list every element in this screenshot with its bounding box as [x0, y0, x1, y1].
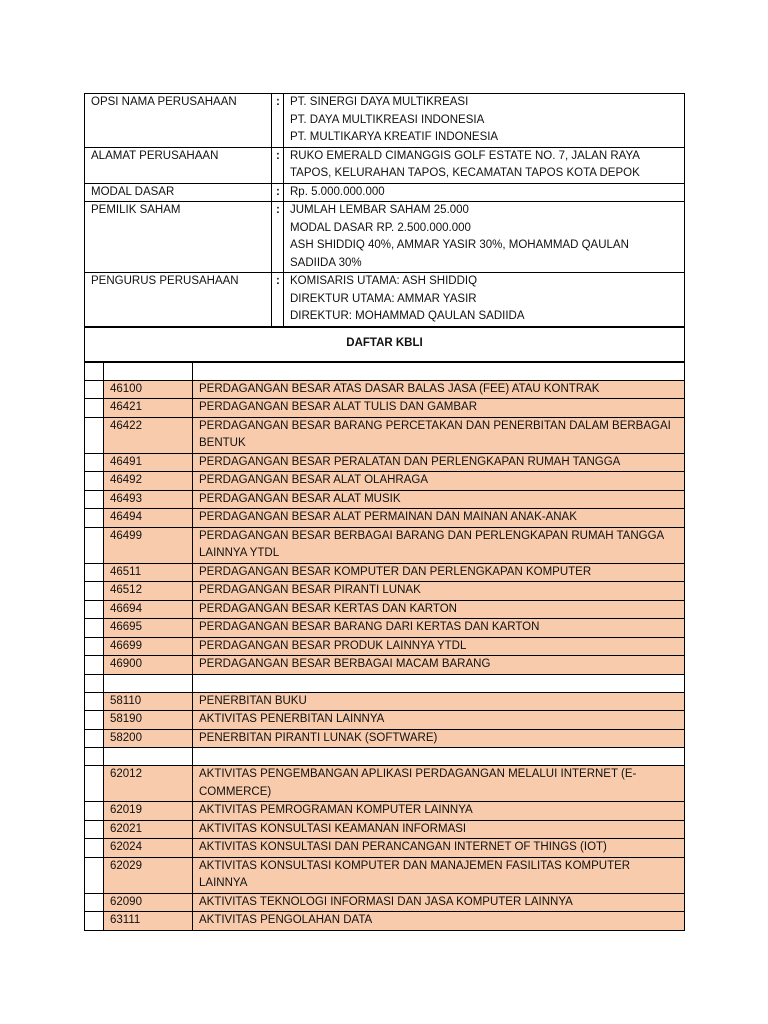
- kbli-row: [85, 857, 685, 893]
- kbli-margin-cell: [85, 857, 104, 893]
- kbli-description: PERDAGANGAN BESAR BERBAGAI MACAM BARANG: [193, 656, 685, 675]
- kbli-description: AKTIVITAS PEMROGRAMAN KOMPUTER LAINNYA: [193, 802, 685, 821]
- kbli-code: 46900: [104, 656, 193, 675]
- kbli-description: PERDAGANGAN BESAR ALAT PERMAINAN DAN MAINAN ANAK-ANAK: [193, 509, 685, 528]
- kbli-code: 62024: [104, 839, 193, 858]
- kbli-description: PERDAGANGAN BESAR ATAS DASAR BALAS JASA (FEE) ATAU KONTRAK: [193, 380, 685, 399]
- kbli-description: PERDAGANGAN BESAR KERTAS DAN KARTON: [193, 600, 685, 619]
- kbli-margin-cell: [85, 453, 104, 472]
- kbli-description: [193, 748, 685, 766]
- kbli-margin-cell: [85, 802, 104, 821]
- kbli-margin-cell: [85, 839, 104, 858]
- info-label: PENGURUS PERUSAHAAN: [85, 273, 272, 327]
- info-value: [284, 147, 685, 183]
- info-value-line: DIREKTUR: MOHAMMAD QAULAN SADIIDA: [290, 310, 525, 322]
- info-label: ALAMAT PERUSAHAAN: [85, 147, 272, 183]
- kbli-code: 46511: [104, 563, 193, 582]
- kbli-margin-cell: [85, 766, 104, 802]
- kbli-margin-cell: [85, 674, 104, 692]
- info-value: [284, 183, 685, 202]
- kbli-code: [104, 362, 193, 380]
- kbli-row: [85, 766, 685, 802]
- kbli-code: 62090: [104, 893, 193, 912]
- kbli-description: PERDAGANGAN BESAR PRODUK LAINNYA YTDL: [193, 637, 685, 656]
- info-colon: :: [272, 94, 284, 148]
- info-label: PEMILIK SAHAM: [85, 202, 272, 273]
- info-value-line: PT. MULTIKARYA KREATIF INDONESIA: [290, 131, 499, 143]
- kbli-code: 46499: [104, 527, 193, 563]
- kbli-code: 46699: [104, 637, 193, 656]
- kbli-blank-row: [85, 362, 685, 380]
- info-row: [85, 202, 685, 273]
- info-colon: :: [272, 183, 284, 202]
- kbli-row: [85, 893, 685, 912]
- kbli-blank-row: [85, 748, 685, 766]
- info-value-line: TAPOS, KELURAHAN TAPOS, KECAMATAN TAPOS KOTA DEPOK: [290, 167, 640, 179]
- info-row: [85, 94, 685, 148]
- kbli-margin-cell: [85, 619, 104, 638]
- kbli-title-row: [85, 327, 685, 361]
- info-value-line: JUMLAH LEMBAR SAHAM 25.000: [290, 204, 469, 216]
- kbli-margin-cell: [85, 490, 104, 509]
- kbli-code: 46421: [104, 399, 193, 418]
- kbli-row: [85, 509, 685, 528]
- kbli-code: 62029: [104, 857, 193, 893]
- info-row: [85, 273, 685, 327]
- kbli-code: 62021: [104, 820, 193, 839]
- kbli-row: [85, 692, 685, 711]
- info-colon: :: [272, 147, 284, 183]
- kbli-row: [85, 820, 685, 839]
- info-value-line: PT. SINERGI DAYA MULTIKREASI: [290, 96, 469, 108]
- kbli-margin-cell: [85, 399, 104, 418]
- info-value: [284, 94, 685, 148]
- kbli-description: AKTIVITAS PENGEMBANGAN APLIKASI PERDAGANGAN MELALUI INTERNET (E-COMMERCE): [193, 766, 685, 802]
- kbli-margin-cell: [85, 380, 104, 399]
- kbli-code: 46695: [104, 619, 193, 638]
- kbli-code: 46492: [104, 472, 193, 491]
- kbli-row: [85, 711, 685, 730]
- info-value-line: Rp. 5.000.000.000: [290, 185, 385, 198]
- kbli-description: PERDAGANGAN BESAR ALAT OLAHRAGA: [193, 472, 685, 491]
- kbli-description: PERDAGANGAN BESAR BARANG DARI KERTAS DAN KARTON: [193, 619, 685, 638]
- kbli-row: [85, 637, 685, 656]
- kbli-description: PERDAGANGAN BESAR BARANG PERCETAKAN DAN PENERBITAN DALAM BERBAGAI BENTUK: [193, 417, 685, 453]
- kbli-row: [85, 912, 685, 931]
- kbli-blank-row: [85, 674, 685, 692]
- info-row: [85, 183, 685, 202]
- kbli-description: [193, 674, 685, 692]
- info-value: [284, 273, 685, 327]
- kbli-description: AKTIVITAS PENERBITAN LAINNYA: [193, 711, 685, 730]
- kbli-margin-cell: [85, 656, 104, 675]
- kbli-code: 46100: [104, 380, 193, 399]
- kbli-margin-cell: [85, 729, 104, 748]
- info-value: [284, 202, 685, 273]
- kbli-row: [85, 399, 685, 418]
- kbli-row: [85, 563, 685, 582]
- kbli-margin-cell: [85, 472, 104, 491]
- kbli-row: [85, 453, 685, 472]
- kbli-row: [85, 839, 685, 858]
- kbli-description: AKTIVITAS KONSULTASI KOMPUTER DAN MANAJEMEN FASILITAS KOMPUTER LAINNYA: [193, 857, 685, 893]
- kbli-margin-cell: [85, 527, 104, 563]
- kbli-title-table: [84, 327, 685, 362]
- kbli-code: 46491: [104, 453, 193, 472]
- kbli-description: AKTIVITAS TEKNOLOGI INFORMASI DAN JASA KOMPUTER LAINNYA: [193, 893, 685, 912]
- kbli-title: DAFTAR KBLI: [85, 327, 685, 361]
- kbli-description: PERDAGANGAN BESAR BERBAGAI BARANG DAN PERLENGKAPAN RUMAH TANGGA LAINNYA YTDL: [193, 527, 685, 563]
- info-row: [85, 147, 685, 183]
- kbli-code: [104, 748, 193, 766]
- kbli-code: 62019: [104, 802, 193, 821]
- kbli-row: [85, 472, 685, 491]
- info-value-line: PT. DAYA MULTIKREASI INDONESIA: [290, 113, 485, 126]
- kbli-description: PERDAGANGAN BESAR PIRANTI LUNAK: [193, 582, 685, 601]
- kbli-margin-cell: [85, 820, 104, 839]
- kbli-margin-cell: [85, 563, 104, 582]
- kbli-code: 46494: [104, 509, 193, 528]
- kbli-margin-cell: [85, 748, 104, 766]
- company-info-table: [84, 93, 685, 327]
- kbli-row: [85, 729, 685, 748]
- kbli-row: [85, 380, 685, 399]
- kbli-margin-cell: [85, 417, 104, 453]
- kbli-row: [85, 619, 685, 638]
- kbli-code: 46694: [104, 600, 193, 619]
- kbli-description: [193, 362, 685, 380]
- kbli-code: 62012: [104, 766, 193, 802]
- info-colon: :: [272, 273, 284, 327]
- kbli-table: [84, 362, 685, 931]
- kbli-margin-cell: [85, 912, 104, 931]
- kbli-code: 63111: [104, 912, 193, 931]
- kbli-code: [104, 674, 193, 692]
- kbli-description: PERDAGANGAN BESAR ALAT MUSIK: [193, 490, 685, 509]
- kbli-margin-cell: [85, 692, 104, 711]
- kbli-code: 58200: [104, 729, 193, 748]
- kbli-description: AKTIVITAS PENGOLAHAN DATA: [193, 912, 685, 931]
- kbli-description: AKTIVITAS KONSULTASI KEAMANAN INFORMASI: [193, 820, 685, 839]
- kbli-margin-cell: [85, 600, 104, 619]
- info-value-line: DIREKTUR UTAMA: AMMAR YASIR: [290, 292, 477, 305]
- kbli-row: [85, 490, 685, 509]
- info-value-line: SADIIDA 30%: [290, 256, 362, 269]
- kbli-description: PERDAGANGAN BESAR ALAT TULIS DAN GAMBAR: [193, 399, 685, 418]
- kbli-code: 46422: [104, 417, 193, 453]
- info-value-line: ASH SHIDDIQ 40%, AMMAR YASIR 30%, MOHAMMAD QAULAN: [290, 239, 629, 251]
- kbli-row: [85, 527, 685, 563]
- document-page: [84, 93, 685, 931]
- kbli-description: PENERBITAN PIRANTI LUNAK (SOFTWARE): [193, 729, 685, 748]
- kbli-code: 46493: [104, 490, 193, 509]
- info-value-line: KOMISARIS UTAMA: ASH SHIDDIQ: [290, 275, 478, 287]
- kbli-description: AKTIVITAS KONSULTASI DAN PERANCANGAN INTERNET OF THINGS (IOT): [193, 839, 685, 858]
- kbli-code: 58110: [104, 692, 193, 711]
- kbli-code: 58190: [104, 711, 193, 730]
- kbli-margin-cell: [85, 637, 104, 656]
- kbli-row: [85, 600, 685, 619]
- info-label: MODAL DASAR: [85, 183, 272, 202]
- info-label: OPSI NAMA PERUSAHAAN: [85, 94, 272, 148]
- kbli-row: [85, 582, 685, 601]
- kbli-description: PENERBITAN BUKU: [193, 692, 685, 711]
- kbli-description: PERDAGANGAN BESAR PERALATAN DAN PERLENGKAPAN RUMAH TANGGA: [193, 453, 685, 472]
- kbli-row: [85, 802, 685, 821]
- info-value-line: MODAL DASAR RP. 2.500.000.000: [290, 221, 471, 234]
- info-colon: :: [272, 202, 284, 273]
- kbli-description: PERDAGANGAN BESAR KOMPUTER DAN PERLENGKAPAN KOMPUTER: [193, 563, 685, 582]
- kbli-margin-cell: [85, 893, 104, 912]
- kbli-margin-cell: [85, 362, 104, 380]
- kbli-margin-cell: [85, 509, 104, 528]
- kbli-margin-cell: [85, 582, 104, 601]
- kbli-row: [85, 656, 685, 675]
- info-value-line: RUKO EMERALD CIMANGGIS GOLF ESTATE NO. 7, JALAN RAYA: [290, 149, 640, 162]
- kbli-code: 46512: [104, 582, 193, 601]
- kbli-row: [85, 417, 685, 453]
- kbli-margin-cell: [85, 711, 104, 730]
